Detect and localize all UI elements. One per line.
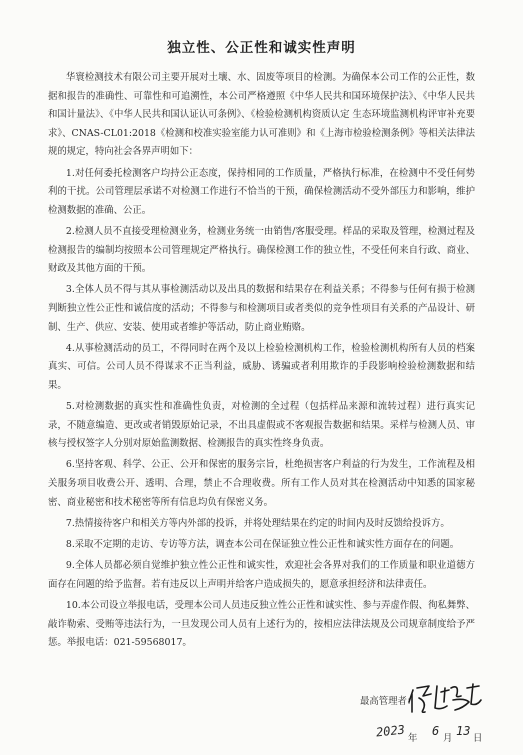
- clause-10: 10.本公司设立举报电话，受理本公司人员违反独立性公正性和诚实性、参与弄虚作假、徇私舞弊、敲诈勒索、受贿等违法行为，一旦发现公司人员有上述行为的，按相应法律法规及公司规章制度给予严惩。举报电话：021-59568017。: [48, 599, 475, 649]
- date-day: 13: [456, 724, 471, 738]
- date-year: 2023: [375, 722, 406, 740]
- date-month-unit: 月: [443, 733, 453, 744]
- handwritten-signature: [407, 680, 485, 716]
- document-title: 独立性、公正性和诚实性声明: [167, 40, 356, 56]
- clause-6: 6.坚持客观、科学、公正、公开和保密的服务宗旨，杜绝损害客户利益的行为发生，工作流程及相关服务项目收费公开、透明、合理，禁止不合理收费。所有工作人员对其在检测活动中知悉的国家秘密、商业秘密和技术秘密等所有信息均负有保密义务。: [48, 459, 475, 508]
- clause-5: 5.对检测数据的真实性和准确性负责，对检测的全过程（包括样品来源和流转过程）进行真实记录，不随意编造、更改或者销毁原始记录，不出具虚假或不客观报告数据和结果。采样与检测人员、审核与授权签字人分别对原始监测数据、检测报告的真实性终身负责。: [48, 401, 475, 450]
- signature-block: [0, 680, 523, 750]
- intro-paragraph: 华寰检测技术有限公司主要开展对土壤、水、固废等项目的检测。为确保本公司工作的公正性，数据和报告的准确性、可靠性和可追溯性，本公司严格遵照《中华人民共和国环境保护法》、《中华人民共和国计量法》、《中华人民共和国认证认可条例》、《检验检测机构资质认定 生态环境监测机构评审补充要求》、CNAS-CL01:2018《检测和校准实验室能力认可准则》和《上海市检验检测条例》等相关法律法规的规定，特向社会各界声明如下：: [48, 72, 475, 158]
- manager-label: 最高管理者：: [360, 696, 417, 707]
- clause-4: 4.从事检测活动的员工，不得同时在两个及以上检验检测机构工作，检验检测机构所有人员的档案真实、可信。公司人员不得谋求不正当利益，威胁、诱骗或者利用欺诈的手段影响检验检测数据和结果。: [48, 342, 475, 391]
- clause-2: 2.检测人员不直接受理检测业务，检测业务统一由销售/客服受理。样品的采取及管理，检测过程及检测报告的编制均按照本公司管理规定严格执行。确保检测工作的独立性，不受任何来自行政、商业、财政及其他方面的干预。: [48, 225, 475, 275]
- date-month: 6: [432, 724, 440, 738]
- clause-7: 7.热情接待客户和相关方等内外部的投诉，并将处理结果在约定的时间内及时反馈给投诉方。: [65, 517, 450, 529]
- clause-8: 8.采取不定期的走访、专访等方法，调查本公司在保证独立性公正性和诚实性方面存在的问题。: [65, 539, 460, 550]
- date-day-unit: 日: [473, 733, 483, 744]
- signature-date: [360, 724, 490, 746]
- clause-3: 3.全体人员不得与其从事检测活动以及出具的数据和结果存在利益关系；不得参与任何有损于检测判断独立性公正性和诚信度的活动；不得参与和检测项目或者类似的竞争性项目有关系的产品设计、研制、生产、供应、安装、使用或者维护等活动，防止商业贿赂。: [48, 284, 475, 333]
- clause-9: 9.全体人员都必须自觉维护独立性公正性和诚实性，欢迎社会各界对我们的工作质量和职业道德方面存在问题的给予监督。若有违反以上声明并给客户造成损失的，愿意承担经济和法律责任。: [48, 560, 475, 590]
- date-year-unit: 年: [408, 733, 418, 744]
- clause-1: 1.对任何委托检测客户均持公正态度，保持相同的工作质量，严格执行标准，在检测中不受任何势利的干扰。公司管理层承诺不对检测工作进行不恰当的干预，确保检测活动不受外部压力和影响，维护检测数据的准确、公正。: [48, 167, 475, 216]
